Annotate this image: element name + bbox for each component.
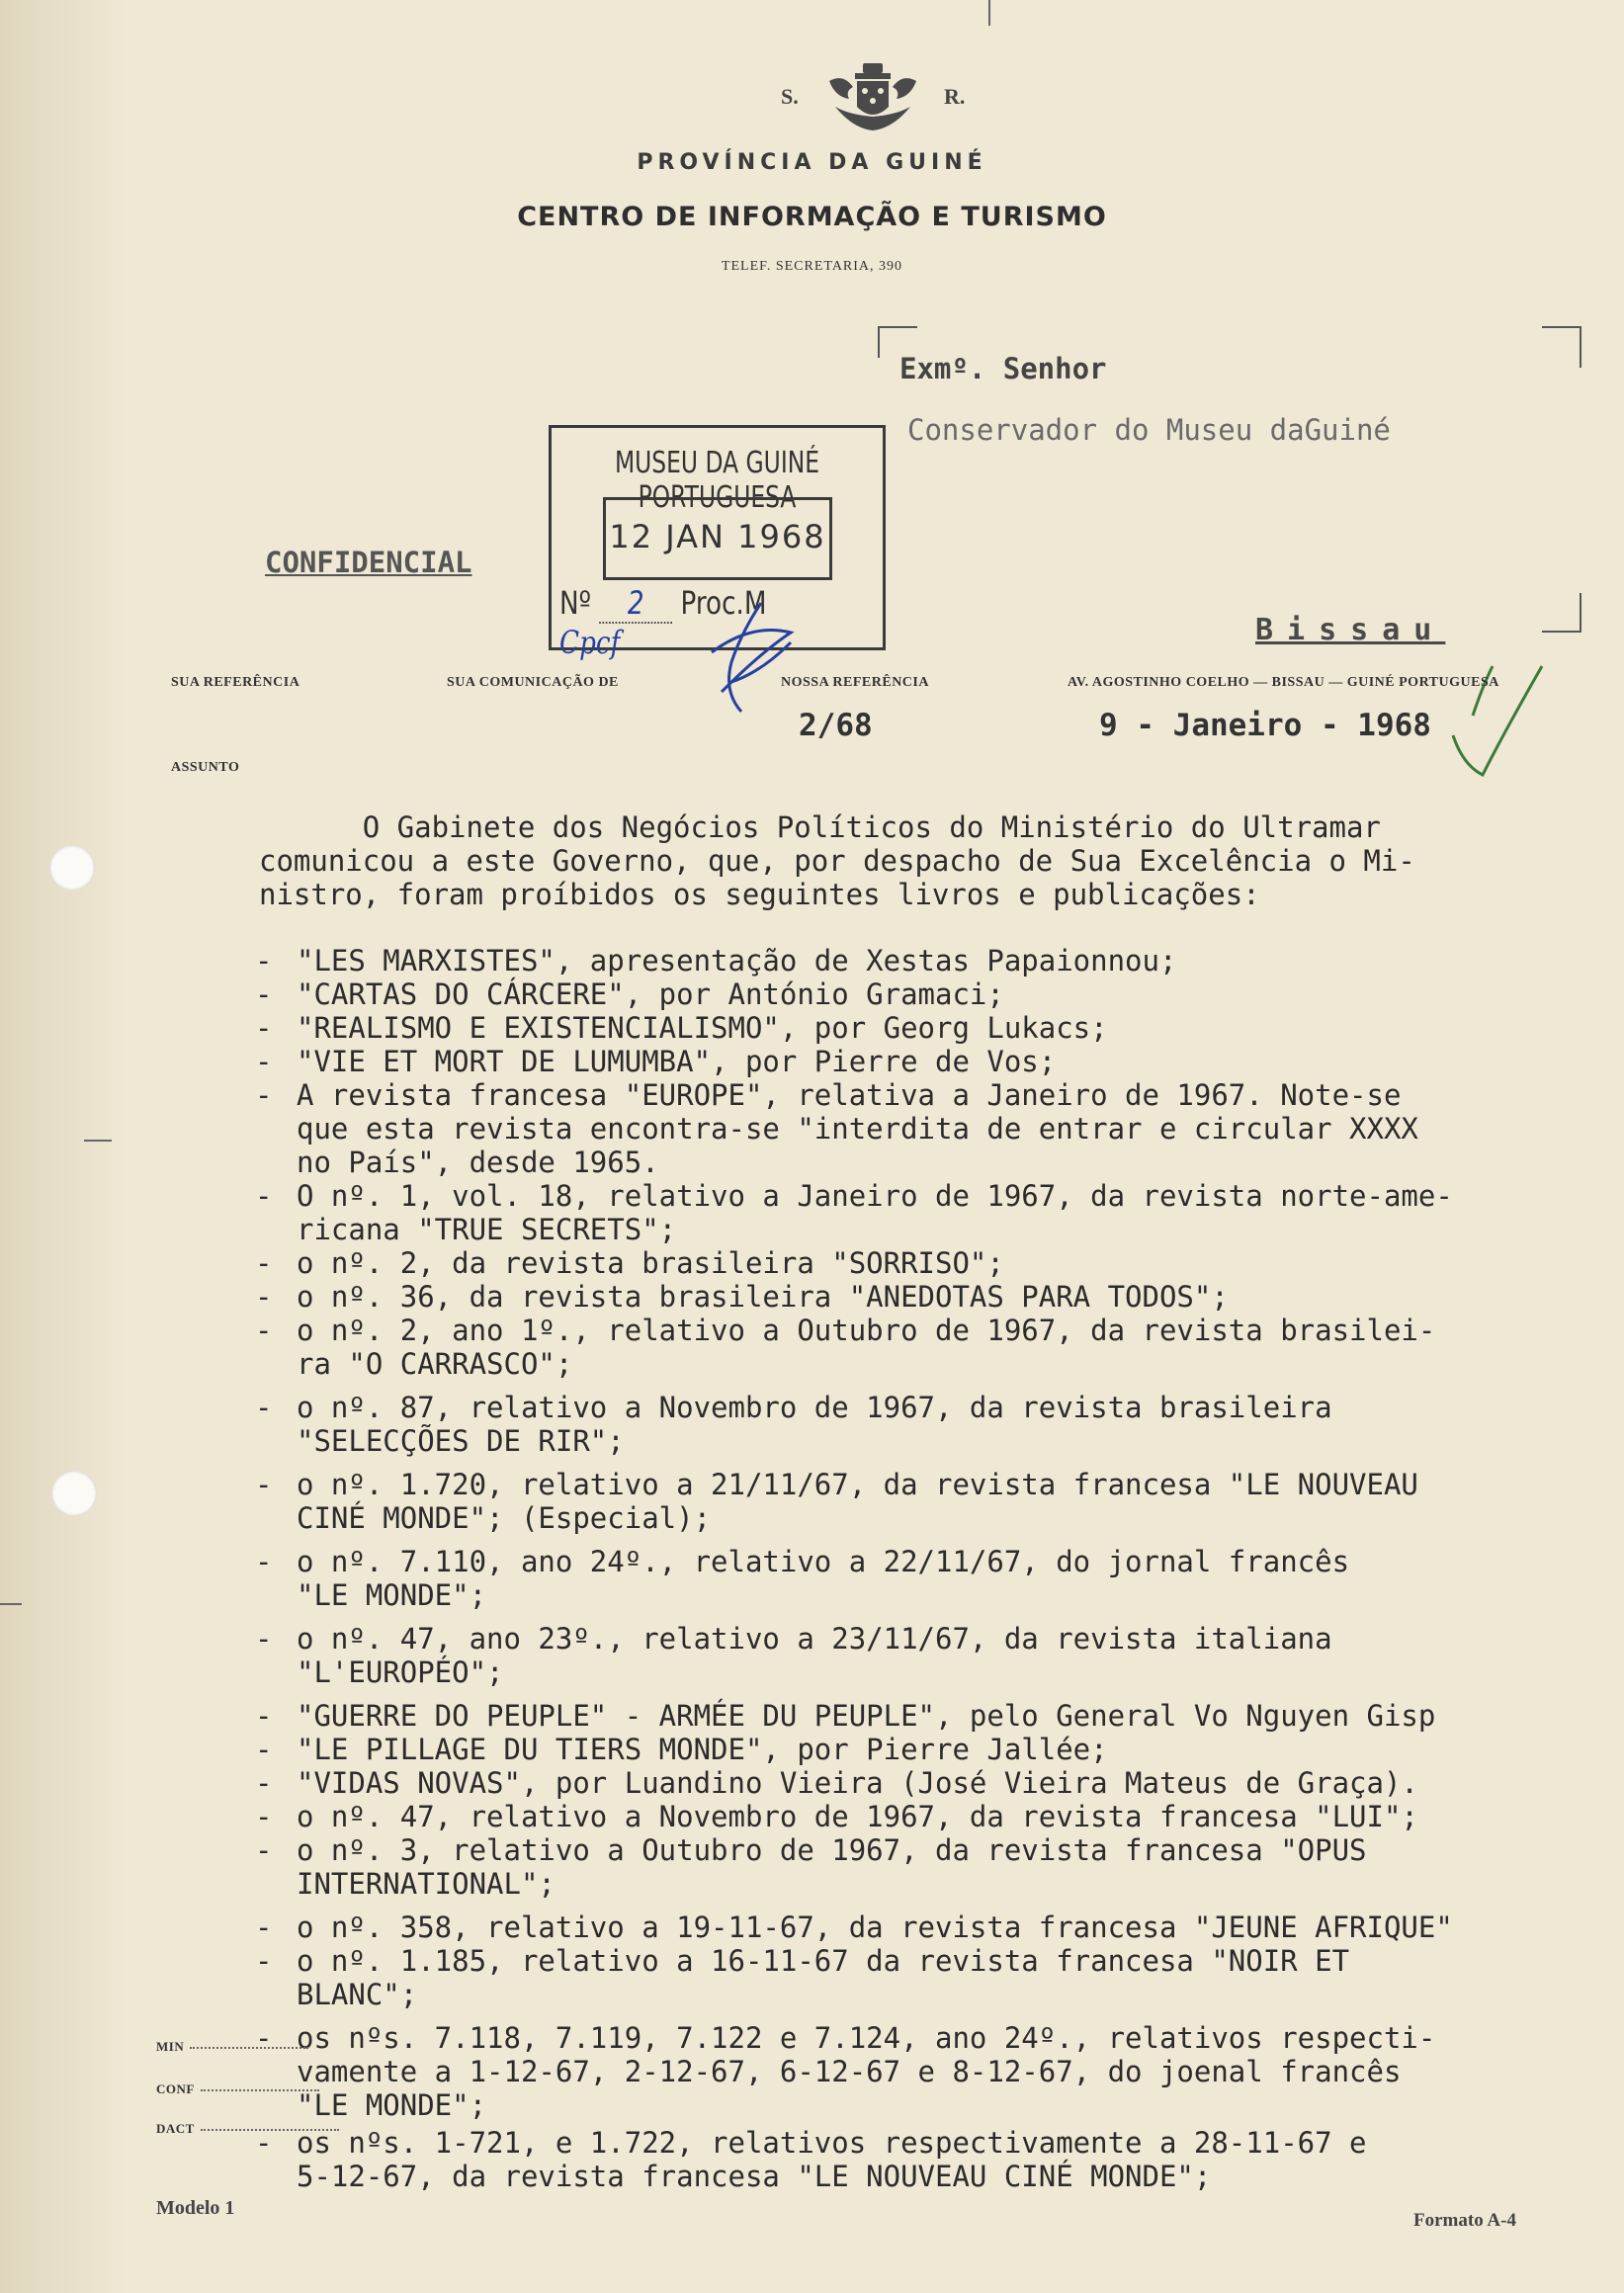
list-item <box>255 2126 1599 2193</box>
punch-hole <box>49 845 95 891</box>
letter-date: 9 - Janeiro - 1968 <box>1099 708 1431 743</box>
list-item-line: ra "O CARRASCO"; <box>297 1347 573 1381</box>
list-item-line: - "VIDAS NOVAS", por Luandino Vieira (José Vieira Mateus de Graça). <box>297 1766 1418 1800</box>
stamp-number-label: Nº <box>559 584 591 622</box>
list-item <box>255 1733 1599 1766</box>
list-item-line: - O nº. 1, vol. 18, relativo a Janeiro de 1967, da revista norte-ame- <box>297 1179 1453 1213</box>
list-item-line: - "LES MARXISTES", apresentação de Xestas Papaionnou; <box>297 944 1177 977</box>
list-item <box>255 2021 1599 2122</box>
stamp-number: 2 <box>599 584 672 624</box>
address-label: AV. AGOSTINHO COELHO — BISSAU — GUINÉ PORTUGUESA <box>1068 675 1499 690</box>
your-reference-label: SUA REFERÊNCIA <box>171 675 300 690</box>
list-item <box>255 1911 1599 1944</box>
recipient-title: Conservador do Museu daGuiné <box>907 413 1391 447</box>
margin-dact-label: DACT <box>156 2121 195 2136</box>
list-item <box>255 1314 1599 1381</box>
list-item-line: - "REALISMO E EXISTENCIALISMO", por Georg Lukacs; <box>297 1011 1108 1045</box>
list-item <box>255 1045 1599 1078</box>
your-communication-label: SUA COMUNICAÇÃO DE <box>447 675 619 690</box>
list-item-line: - o nº. 36, da revista brasileira "ANEDOTAS PARA TODOS"; <box>297 1280 1229 1314</box>
coat-of-arms-icon <box>825 61 920 136</box>
intro-line: nistro, foram proíbidos os seguintes livros e publicações: <box>259 878 1260 911</box>
list-item-line: - o nº. 7.110, ano 24º., relativo a 22/11/67, do jornal francês <box>297 1545 1350 1578</box>
list-item <box>255 1280 1599 1314</box>
stamp-date-box <box>603 497 832 580</box>
margin-min-label: MIN <box>156 2039 185 2054</box>
list-item <box>255 1246 1599 1280</box>
telephone-line: TELEF. SECRETARIA, 390 <box>721 259 903 274</box>
list-item-line: "L'EUROPÉO"; <box>297 1656 504 1689</box>
list-item-line: - o nº. 3, relativo a Outubro de 1967, da revista francesa "OPUS <box>297 1833 1367 1867</box>
intro-line: comunicou a este Governo, que, por despacho de Sua Excelência o Mi- <box>259 844 1415 878</box>
header-s-letter: S. <box>781 84 799 109</box>
list-item-line: - o nº. 1.185, relativo a 16-11-67 da revista francesa "NOIR ET <box>297 1944 1350 1978</box>
list-item <box>255 1766 1599 1800</box>
dotted-line <box>201 2089 319 2091</box>
address-bracket <box>1542 593 1581 633</box>
list-item <box>255 1800 1599 1833</box>
stamp-proc-value: Cpcf <box>559 624 621 661</box>
punch-hole <box>51 1471 97 1516</box>
list-item <box>255 977 1599 1011</box>
list-item-line: CINÉ MONDE"; (Especial); <box>297 1501 712 1535</box>
confidential-label: CONFIDENCIAL <box>265 546 472 579</box>
handwritten-initials <box>534 573 909 722</box>
list-item-line: - o nº. 358, relativo a 19-11-67, da revista francesa "JEUNE AFRIQUE" <box>297 1911 1453 1944</box>
list-item <box>255 944 1599 977</box>
list-item-line: - o nº. 2, ano 1º., relativo a Outubro de 1967, da revista brasilei- <box>297 1314 1436 1347</box>
prohibited-list <box>255 944 1599 2203</box>
list-item-line: "LE MONDE"; <box>297 2088 487 2122</box>
list-item-line: - o nº. 1.720, relativo a 21/11/67, da revista francesa "LE NOUVEAU <box>297 1468 1418 1501</box>
list-item-line: - os nºs. 1-721, e 1.722, relativos respectivamente a 28-11-67 e <box>297 2126 1367 2160</box>
list-item <box>255 1179 1599 1246</box>
salutation: Exmº. Senhor <box>899 352 1107 385</box>
list-item-line: que esta revista encontra-se "interdita de entrar e circular XXXX <box>297 1112 1418 1146</box>
list-item <box>255 1078 1599 1179</box>
edge-mark <box>0 1603 22 1605</box>
dotted-line <box>201 2129 339 2131</box>
list-item <box>255 1468 1599 1535</box>
margin-conf-field <box>156 2081 319 2097</box>
list-item-line: - o nº. 47, relativo a Novembro de 1967, da revista francesa "LUI"; <box>297 1800 1418 1833</box>
edge-mark <box>84 1140 112 1142</box>
header-r-letter: R. <box>944 84 966 109</box>
intro-line: O Gabinete dos Negócios Políticos do Ministério do Ultramar <box>259 810 1381 844</box>
list-item-line: - o nº. 47, ano 23º., relativo a 23/11/67, da revista italiana <box>297 1622 1332 1656</box>
stamp-institution: MUSEU DA GUINÉ PORTUGUESA <box>614 446 820 515</box>
our-reference-number: 2/68 <box>799 708 873 743</box>
list-item <box>255 1833 1599 1901</box>
address-bracket <box>1542 326 1581 368</box>
place-name: Bissau <box>1255 613 1446 647</box>
stamp-proc-label: Proc.M <box>680 584 767 622</box>
list-item-line: - A revista francesa "EUROPE", relativa a Janeiro de 1967. Note-se <box>297 1078 1402 1112</box>
list-item-line: vamente a 1-12-67, 2-12-67, 6-12-67 e 8-12-67, do joenal francês <box>297 2055 1402 2088</box>
stamp-date: 12 JAN 1968 <box>609 518 826 555</box>
list-item-line: 5-12-67, da revista francesa "LE NOUVEAU CINÉ MONDE"; <box>297 2160 1212 2193</box>
format-label: Formato A-4 <box>1413 2210 1516 2231</box>
list-item-line: - os nºs. 7.118, 7.119, 7.122 e 7.124, ano 24º., relativos respecti- <box>297 2021 1436 2055</box>
list-item-line: - "VIE ET MORT DE LUMUMBA", por Pierre de Vos; <box>297 1045 1057 1078</box>
edge-mark <box>988 0 990 26</box>
list-item-line: - o nº. 87, relativo a Novembro de 1967, da revista brasileira <box>297 1391 1332 1424</box>
dotted-line <box>190 2047 308 2049</box>
province-heading: PROVÍNCIA DA GUINÉ <box>637 150 987 175</box>
list-item-line: BLANC"; <box>297 1978 418 2011</box>
list-item-line: - o nº. 2, da revista brasileira "SORRISO"; <box>297 1246 1004 1280</box>
centre-heading: CENTRO DE INFORMAÇÃO E TURISMO <box>517 202 1107 232</box>
intro-paragraph <box>259 810 1583 911</box>
list-item <box>255 1699 1599 1733</box>
margin-min-field <box>156 2039 308 2055</box>
list-item-line: "SELECÇÕES DE RIR"; <box>297 1424 625 1458</box>
list-item-line: - "CARTAS DO CÁRCERE", por António Gramaci; <box>297 977 1004 1011</box>
list-item-line: no País", desde 1965. <box>297 1146 659 1179</box>
list-item-line: - "LE PILLAGE DU TIERS MONDE", por Pierre Jallée; <box>297 1733 1108 1766</box>
list-item-line: - "GUERRE DO PEUPLE" - ARMÉE DU PEUPLE", pelo General Vo Nguyen Gisp <box>297 1699 1436 1733</box>
list-item-line: ricana "TRUE SECRETS"; <box>297 1213 677 1246</box>
list-item <box>255 1944 1599 2011</box>
list-item <box>255 1545 1599 1612</box>
list-item-line: INTERNATIONAL"; <box>297 1867 556 1901</box>
margin-conf-label: CONF <box>156 2081 195 2096</box>
list-item <box>255 1391 1599 1458</box>
list-item <box>255 1622 1599 1689</box>
model-label: Modelo 1 <box>156 2197 235 2219</box>
our-reference-label: NOSSA REFERÊNCIA <box>781 675 929 690</box>
list-item <box>255 1011 1599 1045</box>
subject-label: ASSUNTO <box>171 760 240 775</box>
list-item-line: "LE MONDE"; <box>297 1578 487 1612</box>
margin-dact-field <box>156 2121 339 2137</box>
